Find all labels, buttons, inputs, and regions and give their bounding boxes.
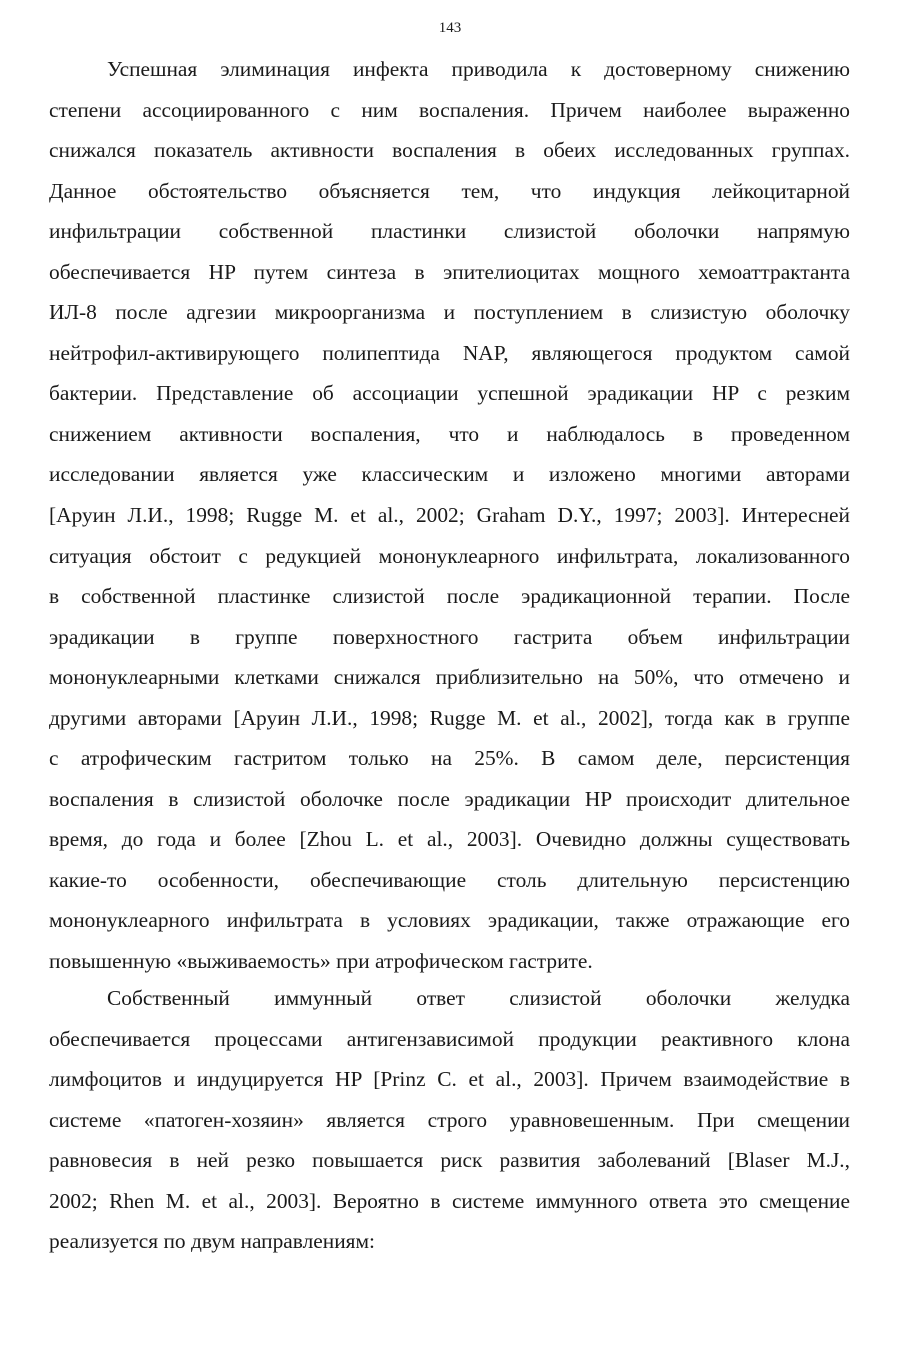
text-line: снижением активности воспаления, что и наблюдалось в проведенном (49, 421, 850, 446)
text-line: обеспечивается процессами антигензависимой продукции реактивного клона (49, 1026, 850, 1051)
text-line: инфильтрации собственной пластинки слизистой оболочки напрямую (49, 219, 850, 244)
text-line: бактерии. Представление об ассоциации успешной эрадикации HP с резким (49, 381, 850, 406)
paragraph-2 (49, 978, 850, 1262)
text-line: в собственной пластинке слизистой после эрадикационной терапии. После (49, 584, 850, 609)
text-line: обеспечивается HP путем синтеза в эпителиоцитах мощного хемоаттрактанта (49, 259, 850, 284)
paragraph-1 (49, 49, 850, 982)
text-line: воспаления в слизистой оболочке после эрадикации HP происходит длительное (49, 786, 850, 811)
text-line: мононуклеарными клетками снижался приблизительно на 50%, что отмечено и (49, 665, 850, 690)
text-line: Данное обстоятельство объясняется тем, что индукция лейкоцитарной (49, 178, 850, 203)
text-line: мононуклеарного инфильтрата в условиях эрадикации, также отражающие его (49, 908, 850, 933)
text-line: повышенную «выживаемость» при атрофическом гастрите. (49, 949, 593, 974)
text-line: время, до года и более [Zhou L. et al., 2003]. Очевидно должны существовать (49, 827, 850, 852)
text-line: реализуется по двум направлениям: (49, 1229, 375, 1254)
text-line: ситуация обстоит с редукцией мононуклеарного инфильтрата, локализованного (49, 543, 850, 568)
text-line: [Аруин Л.И., 1998; Rugge M. et al., 2002; Graham D.Y., 1997; 2003]. Интересней (49, 503, 850, 528)
text-line: какие-то особенности, обеспечивающие столь длительную персистенцию (49, 867, 850, 892)
text-line: эрадикации в группе поверхностного гастрита объем инфильтрации (49, 624, 850, 649)
text-line: ИЛ-8 после адгезии микроорганизма и поступлением в слизистую оболочку (49, 300, 850, 325)
page-number: 143 (438, 20, 462, 36)
text-line: системе «патоген-хозяин» является строго уравновешенным. При смещении (49, 1107, 850, 1132)
text-line: лимфоцитов и индуцируется HP [Prinz C. et al., 2003]. Причем взаимодействие в (49, 1067, 850, 1092)
text-line: нейтрофил-активирующего полипептида NAP, являющегося продуктом самой (49, 340, 850, 365)
text-line: Собственный иммунный ответ слизистой оболочки желудка (107, 986, 850, 1010)
text-line: степени ассоциированного с ним воспаления. Причем наиболее выраженно (49, 97, 850, 122)
text-line: другими авторами [Аруин Л.И., 1998; Rugge M. et al., 2002], тогда как в группе (49, 705, 850, 730)
text-line: 2002; Rhen M. et al., 2003]. Вероятно в системе иммунного ответа это смещение (49, 1188, 850, 1213)
text-line: снижался показатель активности воспаления в обеих исследованных группах. (49, 138, 850, 163)
text-line: с атрофическим гастритом только на 25%. В самом деле, персистенция (49, 746, 850, 771)
text-line: равновесия в ней резко повышается риск развития заболеваний [Blaser M.J., (49, 1148, 850, 1173)
text-line: исследовании является уже классическим и изложено многими авторами (49, 462, 850, 487)
text-line: Успешная элиминация инфекта приводила к достоверному снижению (107, 57, 850, 81)
